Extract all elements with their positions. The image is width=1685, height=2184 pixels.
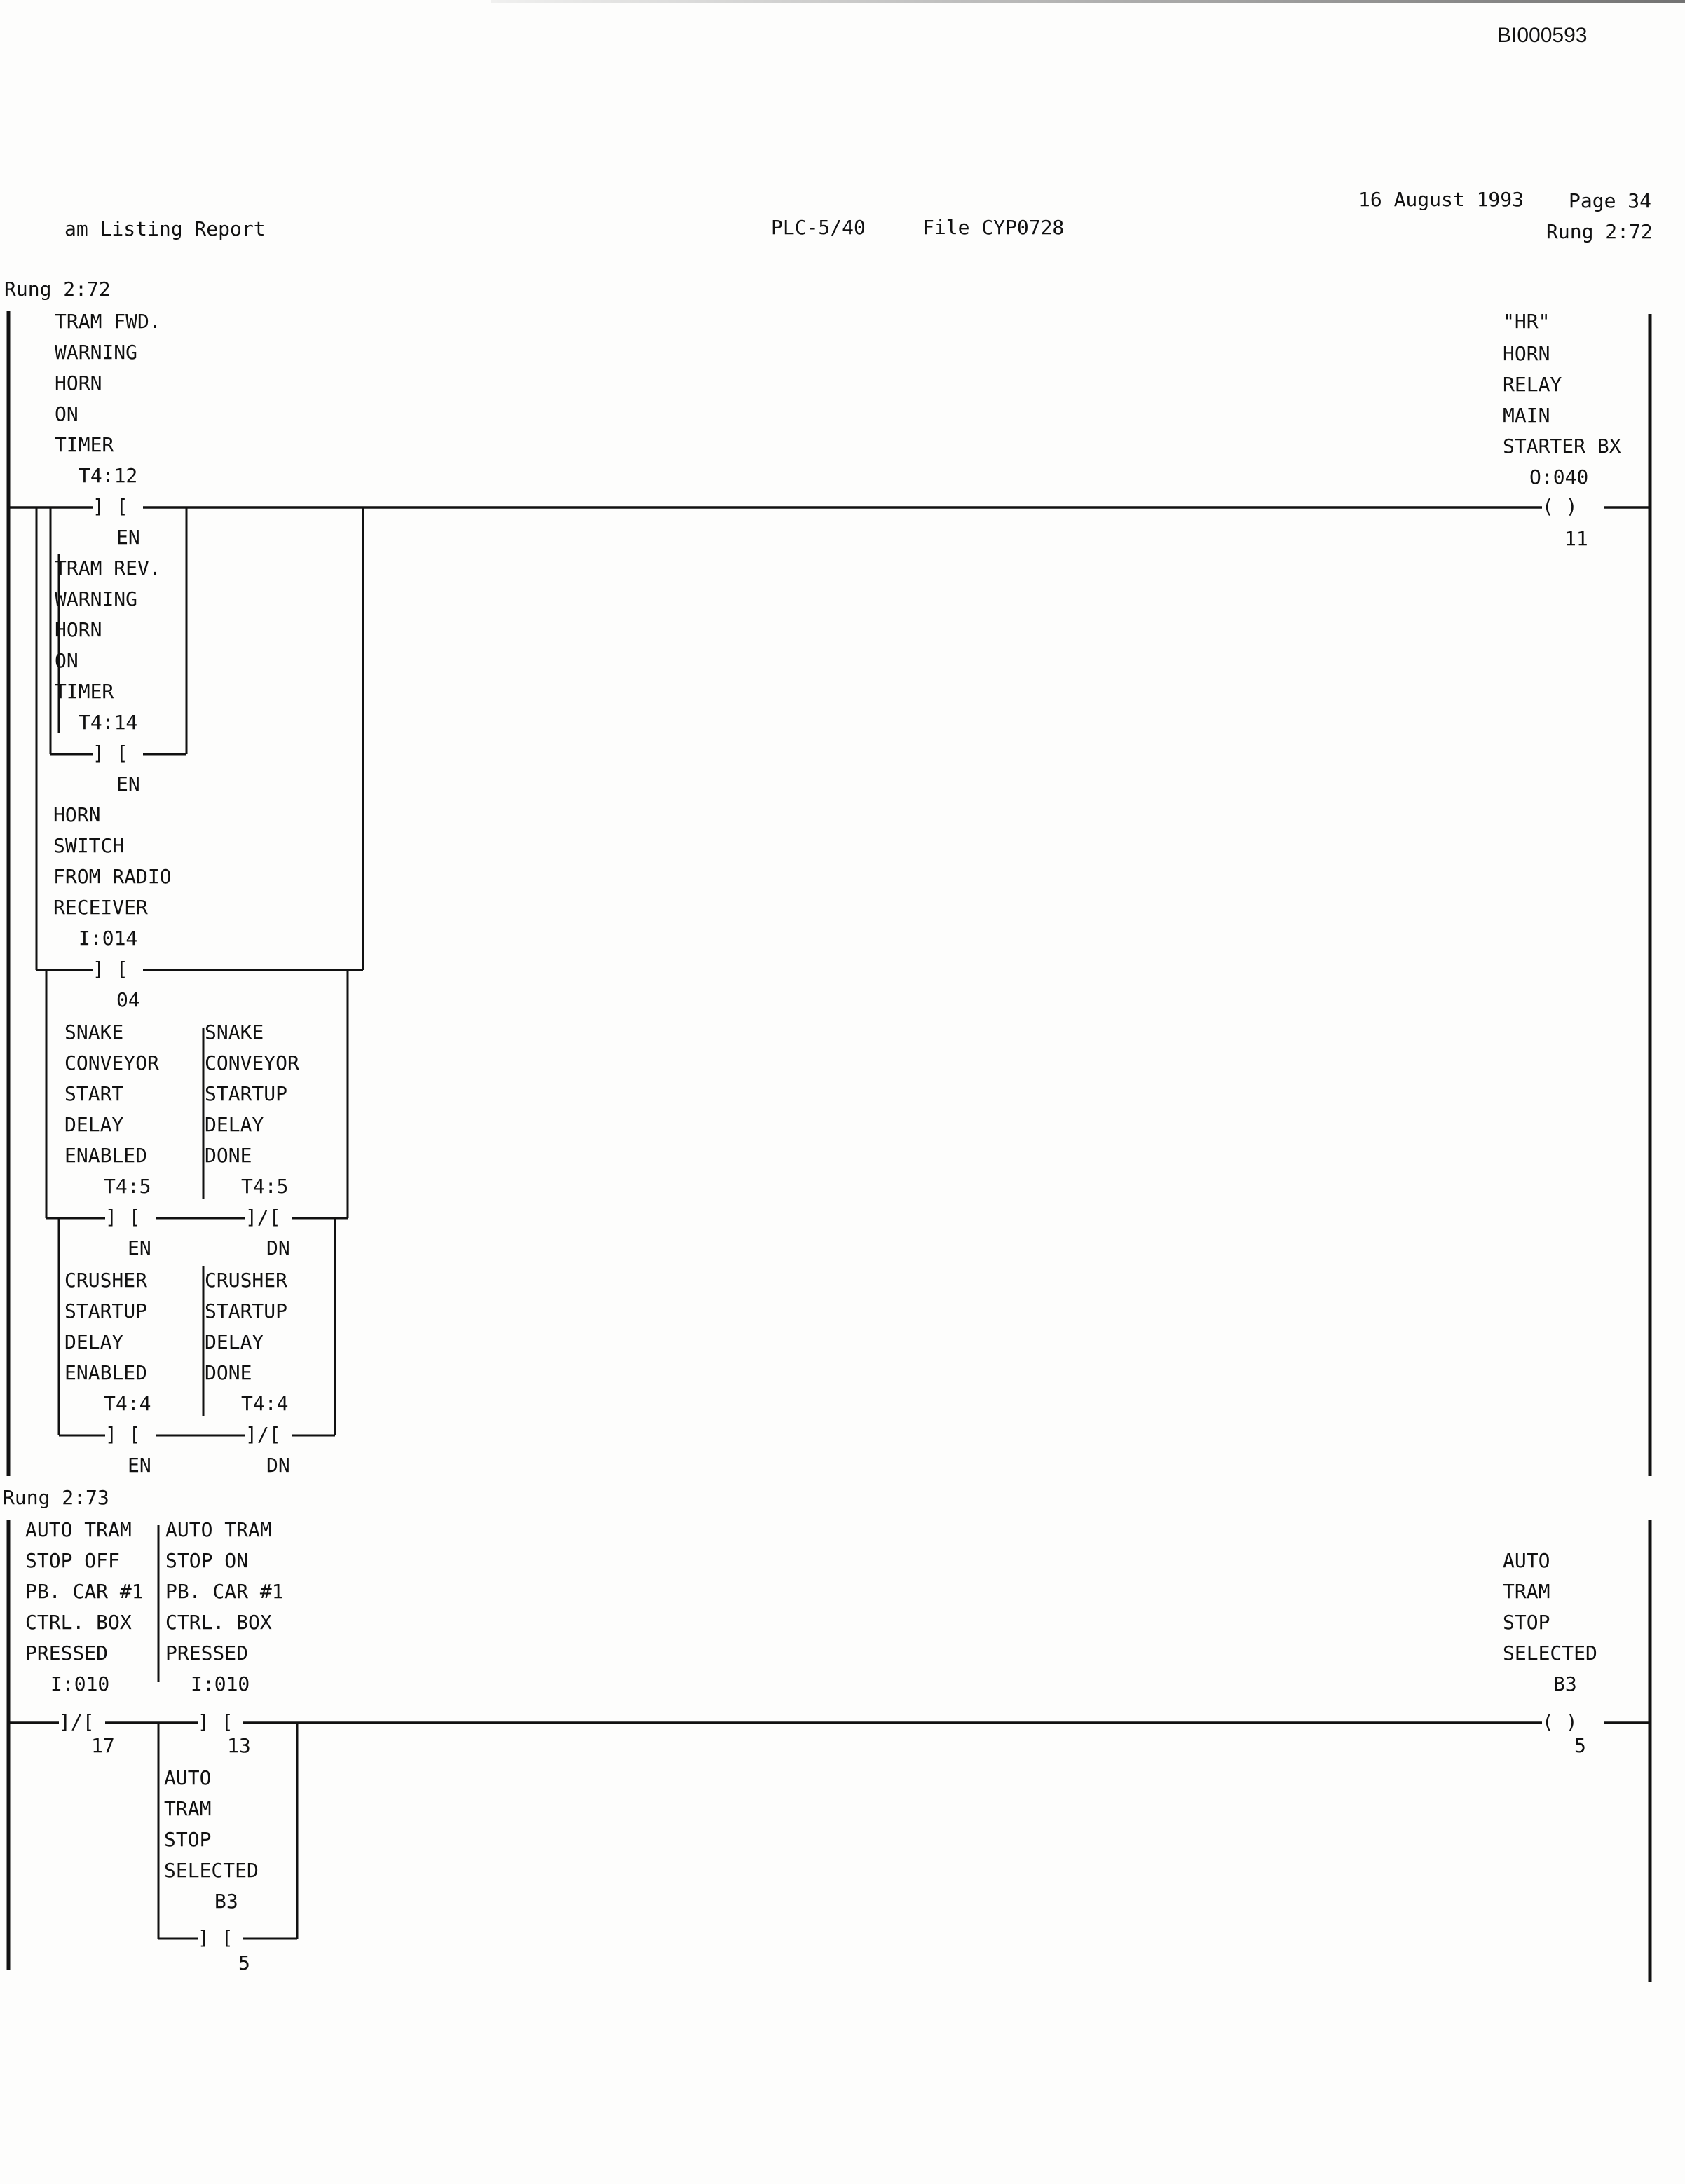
contact-desc: HORN [55, 618, 102, 641]
rung-label: Rung 2:72 [4, 278, 111, 301]
contact-desc: DONE [205, 1144, 252, 1167]
contact-desc: ENABLED [64, 1361, 148, 1384]
contact-desc: AUTO TRAM [165, 1518, 272, 1541]
contact-desc: CTRL. BOX [25, 1611, 132, 1634]
contact-desc: SNAKE [205, 1021, 264, 1044]
contact-address: T4:4 [104, 1392, 151, 1415]
contact-desc: DELAY [64, 1113, 124, 1136]
contact-desc: TIMER [55, 433, 114, 456]
contact-bit: 13 [227, 1734, 251, 1757]
contact-address: T4:5 [104, 1175, 151, 1198]
contact-desc: STOP [164, 1828, 212, 1851]
coil-desc: AUTO [1503, 1549, 1550, 1572]
contact-address: I:010 [50, 1672, 110, 1695]
contact-desc: STARTUP [64, 1299, 148, 1323]
contact-desc: DONE [205, 1361, 252, 1384]
contact-address: I:014 [79, 927, 138, 950]
coil-desc: "HR" [1503, 310, 1550, 333]
coil-symbol: ( ) [1542, 1710, 1578, 1733]
page-number: Page 34 [1569, 189, 1652, 212]
processor-type: PLC-5/40 [771, 216, 866, 239]
header-rung-ref: Rung 2:72 [1546, 220, 1653, 243]
contact-bit: EN [128, 1236, 151, 1260]
contact-desc: PB. CAR #1 [165, 1580, 284, 1603]
contact-desc: ENABLED [64, 1144, 148, 1167]
contact-desc: STOP ON [165, 1549, 249, 1572]
contact-desc: FROM RADIO [53, 865, 172, 888]
contact-symbol: ] [ [105, 1423, 141, 1446]
contact-address: T4:12 [79, 464, 138, 487]
report-title: am Listing Report [64, 217, 266, 240]
coil-desc: TRAM [1503, 1580, 1550, 1603]
contact-address: T4:5 [241, 1175, 289, 1198]
contact-symbol: ]/[ [59, 1710, 95, 1733]
contact-desc: SELECTED [164, 1859, 259, 1882]
coil-desc: HORN [1503, 342, 1550, 365]
contact-symbol: ]/[ [245, 1206, 281, 1229]
contact-desc: CONVEYOR [205, 1051, 299, 1074]
coil-bit: 11 [1564, 527, 1588, 550]
contact-bit: DN [266, 1454, 290, 1477]
contact-desc: SWITCH [53, 834, 125, 857]
contact-desc: HORN [55, 371, 102, 395]
contact-desc: START [64, 1082, 124, 1105]
contact-desc: CTRL. BOX [165, 1611, 272, 1634]
contact-desc: PRESSED [165, 1642, 249, 1665]
contact-symbol: ] [ [93, 495, 128, 518]
contact-address: T4:14 [79, 711, 138, 734]
file-name: File CYP0728 [922, 216, 1065, 239]
coil-desc: SELECTED [1503, 1642, 1597, 1665]
contact-desc: DELAY [205, 1113, 264, 1136]
rung-label: Rung 2:73 [3, 1486, 109, 1509]
contact-desc: STOP OFF [25, 1549, 120, 1572]
contact-bit: DN [266, 1236, 290, 1260]
contact-address: I:010 [191, 1672, 250, 1695]
coil-bit: 5 [1574, 1734, 1586, 1757]
coil-desc: STARTER BX [1503, 435, 1621, 458]
contact-desc: TIMER [55, 680, 114, 703]
contact-desc: STARTUP [205, 1082, 288, 1105]
contact-desc: PB. CAR #1 [25, 1580, 144, 1603]
contact-symbol: ] [ [93, 957, 128, 981]
coil-desc: STOP [1503, 1611, 1550, 1634]
contact-symbol: ] [ [198, 1710, 233, 1733]
contact-desc: DELAY [64, 1330, 124, 1353]
coil-symbol: ( ) [1542, 495, 1578, 518]
contact-bit: EN [116, 526, 140, 549]
contact-bit: 5 [238, 1951, 250, 1974]
coil-address: O:040 [1529, 465, 1589, 489]
contact-symbol: ] [ [105, 1206, 141, 1229]
contact-symbol: ] [ [93, 742, 128, 765]
contact-desc: TRAM [164, 1797, 212, 1820]
contact-desc: WARNING [55, 587, 138, 610]
contact-desc: RECEIVER [53, 896, 148, 919]
contact-symbol: ]/[ [245, 1423, 281, 1446]
contact-address: B3 [214, 1890, 238, 1913]
contact-symbol: ] [ [198, 1926, 233, 1949]
contact-desc: SNAKE [64, 1021, 124, 1044]
contact-desc: AUTO TRAM [25, 1518, 132, 1541]
contact-bit: EN [128, 1454, 151, 1477]
contact-desc: TRAM REV. [55, 557, 161, 580]
contact-desc: CRUSHER [64, 1269, 148, 1292]
bates-stamp: BI000593 [1497, 24, 1588, 47]
contact-desc: AUTO [164, 1766, 212, 1789]
report-date: 16 August 1993 [1358, 188, 1524, 211]
contact-bit: EN [116, 772, 140, 796]
coil-address: B3 [1553, 1672, 1577, 1695]
contact-desc: CONVEYOR [64, 1051, 159, 1074]
contact-desc: WARNING [55, 341, 138, 364]
contact-bit: 17 [91, 1734, 115, 1757]
contact-desc: HORN [53, 803, 101, 826]
contact-desc: CRUSHER [205, 1269, 288, 1292]
coil-desc: MAIN [1503, 404, 1550, 427]
contact-desc: DELAY [205, 1330, 264, 1353]
contact-desc: STARTUP [205, 1299, 288, 1323]
contact-desc: PRESSED [25, 1642, 109, 1665]
contact-address: T4:4 [241, 1392, 289, 1415]
coil-desc: RELAY [1503, 373, 1562, 396]
contact-desc: ON [55, 649, 79, 672]
contact-desc: TRAM FWD. [55, 310, 161, 333]
contact-bit: 04 [116, 988, 140, 1011]
contact-desc: ON [55, 402, 79, 425]
